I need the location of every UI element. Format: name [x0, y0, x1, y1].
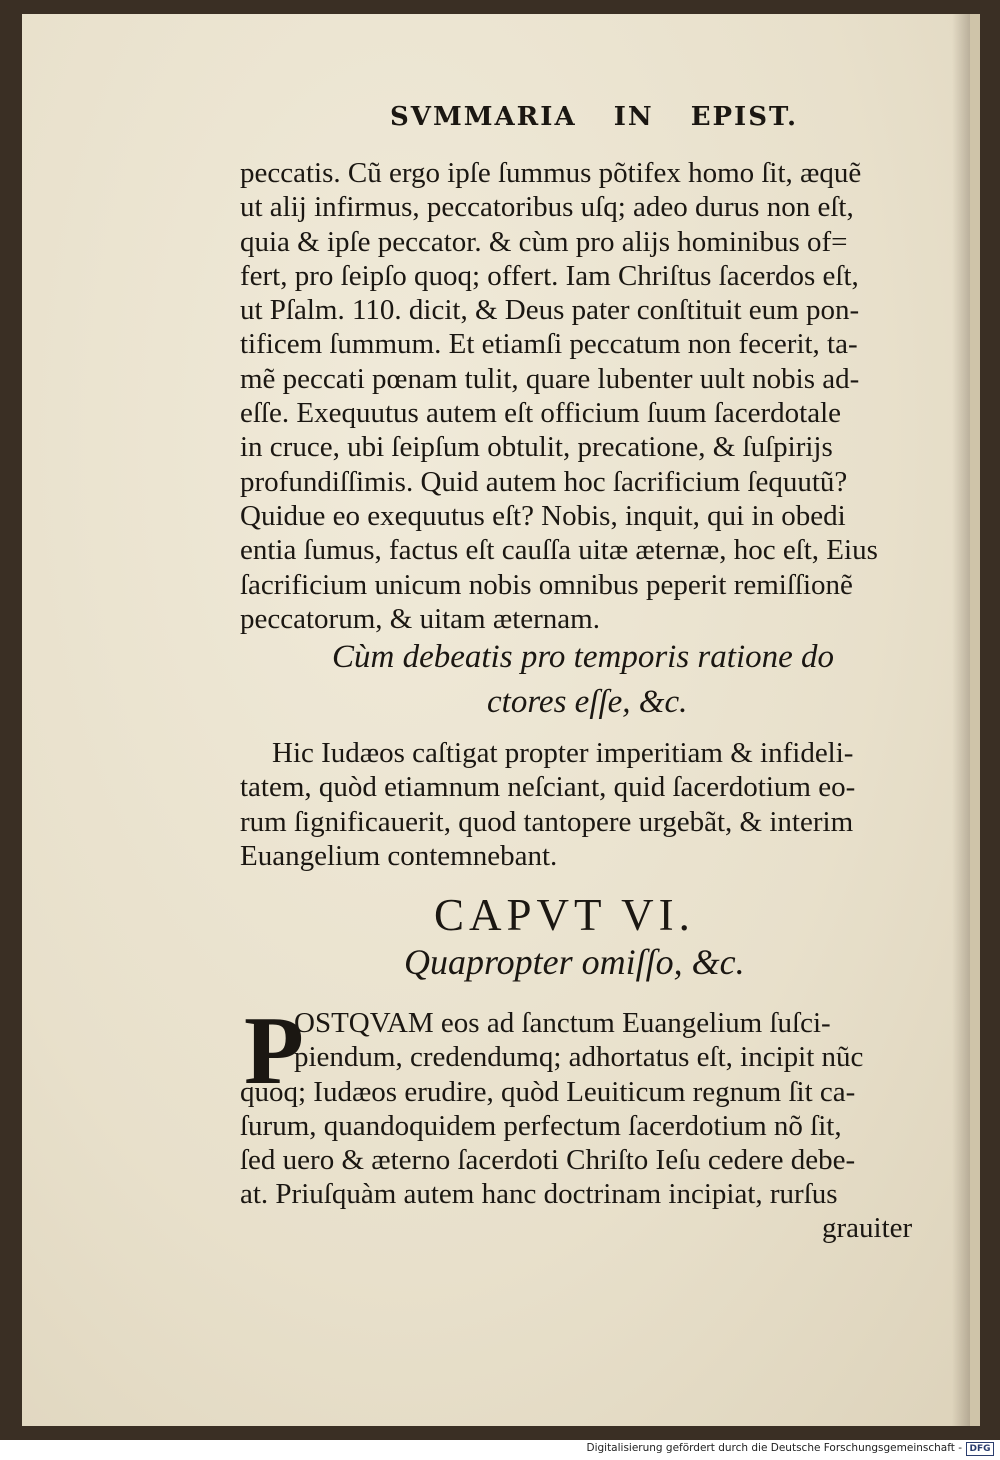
text-line: quoq; Iudæos erudire, quòd Leuiticum regnum ſit ca- [240, 1075, 856, 1108]
text-line: ut Pſalm. 110. dicit, & Deus pater conſtituit eum pon- [240, 294, 860, 327]
paragraph-3 [240, 1006, 940, 1212]
paragraph-1 [240, 156, 940, 636]
digitization-footer [0, 1440, 1000, 1460]
text-line: Quidue eo exequutus eſt? Nobis, inquit, qui in obedi [240, 499, 846, 532]
text-line: piendum, credendumq; adhortatus eſt, incipit nũc [294, 1041, 864, 1074]
book-page [22, 14, 980, 1426]
running-title-word-3: EPIST. [690, 102, 799, 132]
lemma-2: Quapropter omiſſo, &c. [404, 942, 745, 982]
text-line: eſſe. Exequutus autem eſt officium ſuum ſacerdotale [240, 397, 842, 430]
text-line: ſacrificium unicum nobis omnibus peperit remiſſionẽ [240, 568, 853, 601]
running-title-word-1: SVMMARIA [390, 102, 577, 132]
text-line: rum ſignificauerit, quod tantopere urgebãt, & interim [240, 805, 854, 838]
catchword: grauiter [822, 1212, 913, 1244]
chapter-heading: CAPVT VI. [434, 890, 695, 940]
text-line: profundiſſimis. Quid autem hoc ſacrificium ſequutũ? [240, 465, 848, 498]
text-line: OSTQVAM eos ad ſanctum Euangelium ſuſci- [294, 1007, 831, 1039]
running-header [390, 102, 798, 132]
text-line: ſed uero & æterno ſacerdoti Chriſto Ieſu cedere debe- [240, 1144, 856, 1177]
text-line: tatem, quòd etiamnum neſciant, quid ſacerdotium eo- [240, 771, 856, 804]
text-line: ſurum, quandoquidem perfectum ſacerdotium nõ ſit, [240, 1109, 842, 1142]
text-line: quia & ipſe peccator. & cùm pro alijs hominibus of= [240, 225, 848, 258]
lemma-1-line-2: ctores eſſe, &c. [487, 684, 688, 720]
text-line: Euangelium contemnebant. [240, 839, 558, 872]
dfg-logo-icon: DFG [966, 1442, 994, 1456]
text-line: in cruce, ubi ſeipſum obtulit, precatione, & ſuſpirijs [240, 431, 833, 464]
text-line: Hic Iudæos caſtigat propter imperitiam & infideli- [272, 737, 854, 769]
text-line: peccatorum, & uitam æternam. [240, 602, 600, 635]
text-line: fert, pro ſeipſo quoq; offert. Iam Chriſtus ſacerdos eſt, [240, 259, 859, 292]
text-line: at. Priuſquàm autem hanc doctrinam incipiat, rurſus [240, 1178, 838, 1211]
drop-capital: P [244, 997, 304, 1105]
text-line: peccatis. Cũ ergo ipſe ſummus põtifex homo ſit, æquẽ [240, 157, 862, 189]
text-line: entia ſumus, factus eſt cauſſa uitæ æternæ, hoc eſt, Eius [240, 534, 878, 567]
text-line: tificem ſummum. Et etiamſi peccatum non fecerit, ta- [240, 328, 858, 361]
text-line: ut alij infirmus, peccatoribus uſq; adeo durus non eſt, [240, 191, 854, 224]
lemma-1-line-1: Cùm debeatis pro temporis ratione do [332, 639, 835, 675]
funding-credit: Digitalisierung gefördert durch die Deutsche Forschungsgemeinschaft - [586, 1442, 962, 1454]
running-title-word-2: IN [613, 102, 654, 132]
paragraph-2 [240, 736, 940, 873]
text-line: mẽ peccati pœnam tulit, quare lubenter uult nobis ad- [240, 362, 860, 395]
